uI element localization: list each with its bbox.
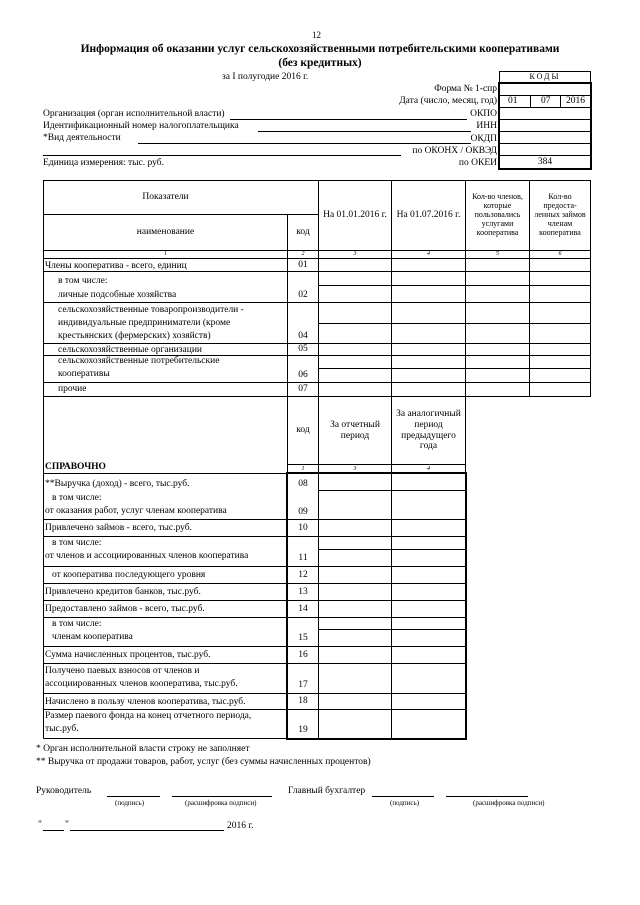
org-label: Организация (орган исполнительной власти) — [43, 109, 225, 119]
row-04-label-c: крестьянских (фермерских) хозяйств) — [58, 331, 211, 341]
row-10-label: Привлечено займов - всего, тыс.руб. — [45, 523, 192, 533]
row-01-label: Члены кооператива - всего, единиц — [45, 261, 187, 271]
row-06-label-b: кооперативы — [58, 369, 110, 379]
page-subtitle: (без кредитных) — [278, 57, 362, 69]
okei-value: 384 — [537, 156, 553, 167]
row-18-code: 18 — [298, 696, 308, 707]
t2-header-prev: За аналогичный период предыдущего года — [396, 409, 461, 452]
head-signature-caption: (подпись) — [115, 799, 145, 807]
t1-colnum-1: 1 — [164, 251, 167, 258]
row-16-label: Сумма начисленных процентов, тыс.руб. — [45, 650, 211, 660]
row-17-code: 17 — [298, 679, 308, 690]
t1-header-code: код — [296, 227, 310, 238]
row-06-label-a: сельскохозяйственные потребительские — [58, 356, 220, 366]
date-day: 01 — [508, 96, 518, 106]
row-11-code: 11 — [298, 552, 308, 563]
row-16-code: 16 — [298, 649, 308, 660]
row-01-code: 01 — [298, 259, 308, 270]
t1-header-members: Кол-во членов, которые пользовались услугами кооператива — [472, 192, 523, 237]
okpo-label: ОКПО — [470, 109, 497, 119]
accountant-label: Главный бухгалтер — [288, 786, 366, 796]
t1-colnum-5: 5 — [496, 251, 499, 258]
date-year: 2016 — [566, 96, 585, 106]
row-14-code: 14 — [298, 603, 308, 614]
t1-header-indicators: Показатели — [142, 192, 189, 203]
okei-label: по ОКЕИ — [458, 158, 497, 168]
row-08-label: **Выручка (доход) - всего, тыс.руб. — [45, 479, 190, 489]
row-02-label: личные подсобные хозяйства — [58, 290, 177, 300]
okonh-label: по ОКОНХ / ОКВЭД — [412, 146, 497, 156]
t1-colnum-4: 4 — [427, 251, 430, 258]
date-month: 07 — [541, 96, 551, 106]
page-number: 12 — [312, 30, 321, 40]
row-11-incl: в том числе: — [52, 538, 102, 548]
row-17-label-b: ассоциированных членов кооператива, тыс.руб. — [45, 679, 238, 689]
accountant-signature-caption: (подпись) — [390, 799, 420, 807]
date-label: Дата (число, месяц, год) — [399, 96, 497, 106]
row-06-code: 06 — [298, 370, 308, 381]
t1-header-name: наименование — [136, 227, 195, 238]
t1-header-date1: На 01.01.2016 г. — [323, 210, 387, 221]
row-09-code: 09 — [298, 506, 308, 517]
row-11-label: от членов и ассоциированных членов кооператива — [45, 551, 249, 561]
row-07-label: прочие — [58, 384, 87, 394]
row-15-incl: в том числе: — [52, 619, 102, 629]
t2-header-period: За отчетный период — [330, 419, 380, 441]
date-quote-open: " — [38, 820, 42, 830]
row-04-code: 04 — [298, 331, 308, 342]
row-18-label: Начислено в пользу членов кооператива, тыс.руб. — [45, 697, 246, 707]
row-02-incl: в том числе: — [58, 276, 108, 286]
row-13-code: 13 — [298, 586, 308, 597]
page-title: Информация об оказании услуг сельскохозяйственными потребительскими кооперативами — [80, 43, 560, 55]
row-04-label-a: сельскохозяйственные товаропроизводители - — [58, 305, 244, 315]
row-15-code: 15 — [298, 632, 308, 643]
codes-header: КОДЫ — [529, 71, 561, 81]
okdp-label: ОКДП — [470, 134, 497, 144]
row-17-label-a: Получено паевых взносов от членов и — [45, 666, 200, 676]
row-05-code: 05 — [298, 344, 308, 355]
row-19-label-b: тыс.руб. — [45, 724, 79, 734]
date-quote-close: " — [65, 820, 69, 830]
row-04-label-b: индивидуальные предприниматели (кроме — [58, 318, 231, 328]
row-05-label: сельскохозяйственные организации — [58, 345, 202, 355]
row-14-label: Предоставлено займов - всего, тыс.руб. — [45, 604, 205, 614]
unit-label: Единица измерения: тыс. руб. — [43, 158, 164, 168]
t2-colnum-1: 1 — [301, 465, 305, 472]
activity-label: *Вид деятельности — [43, 133, 121, 143]
row-15-label: членам кооператива — [52, 632, 133, 642]
row-09-label: от оказания работ, услуг членам кооператива — [45, 506, 227, 516]
footnote-2: ** Выручка от продажи товаров, работ, услуг (без суммы начисленных процентов) — [36, 757, 371, 767]
row-13-label: Привлечено кредитов банков, тыс.руб. — [45, 587, 201, 597]
row-07-code: 07 — [298, 384, 308, 395]
t2-colnum-4: 4 — [427, 465, 430, 472]
accountant-decode-caption: (расшифровка подписи) — [473, 799, 545, 807]
row-02-code: 02 — [298, 289, 308, 300]
t1-colnum-3: 3 — [353, 251, 357, 258]
form-label: Форма № 1-спр — [434, 84, 497, 94]
t1-colnum-6: 6 — [558, 251, 562, 258]
t1-header-date2: На 01.07.2016 г. — [396, 210, 461, 221]
t2-colnum-3: 3 — [353, 465, 357, 472]
row-19-label-a: Размер паевого фонда на конец отчетного периода, — [45, 711, 252, 721]
inn-caption: Идентификационный номер налогоплательщика — [43, 121, 239, 131]
head-label: Руководитель — [36, 786, 92, 796]
reference-title: СПРАВОЧНО — [45, 462, 106, 472]
row-08-code: 08 — [298, 478, 308, 489]
row-12-label: от кооператива последующего уровня — [52, 570, 206, 580]
row-12-code: 12 — [298, 569, 308, 580]
head-decode-caption: (расшифровка подписи) — [185, 799, 257, 807]
t1-header-loans: Кол-во предоста-ленных займов членам кооператива — [534, 192, 586, 237]
sign-date-year: 2016 г. — [227, 821, 254, 831]
row-09-incl: в том числе: — [52, 493, 102, 503]
footnote-1: * Орган исполнительной власти строку не заполняет — [36, 744, 250, 754]
inn-label: ИНН — [476, 121, 497, 131]
report-period: за I полугодие 2016 г. — [222, 72, 309, 82]
t1-colnum-2: 2 — [301, 251, 305, 258]
t2-header-code: код — [296, 425, 310, 436]
row-10-code: 10 — [298, 522, 308, 533]
row-19-code: 19 — [298, 724, 308, 735]
